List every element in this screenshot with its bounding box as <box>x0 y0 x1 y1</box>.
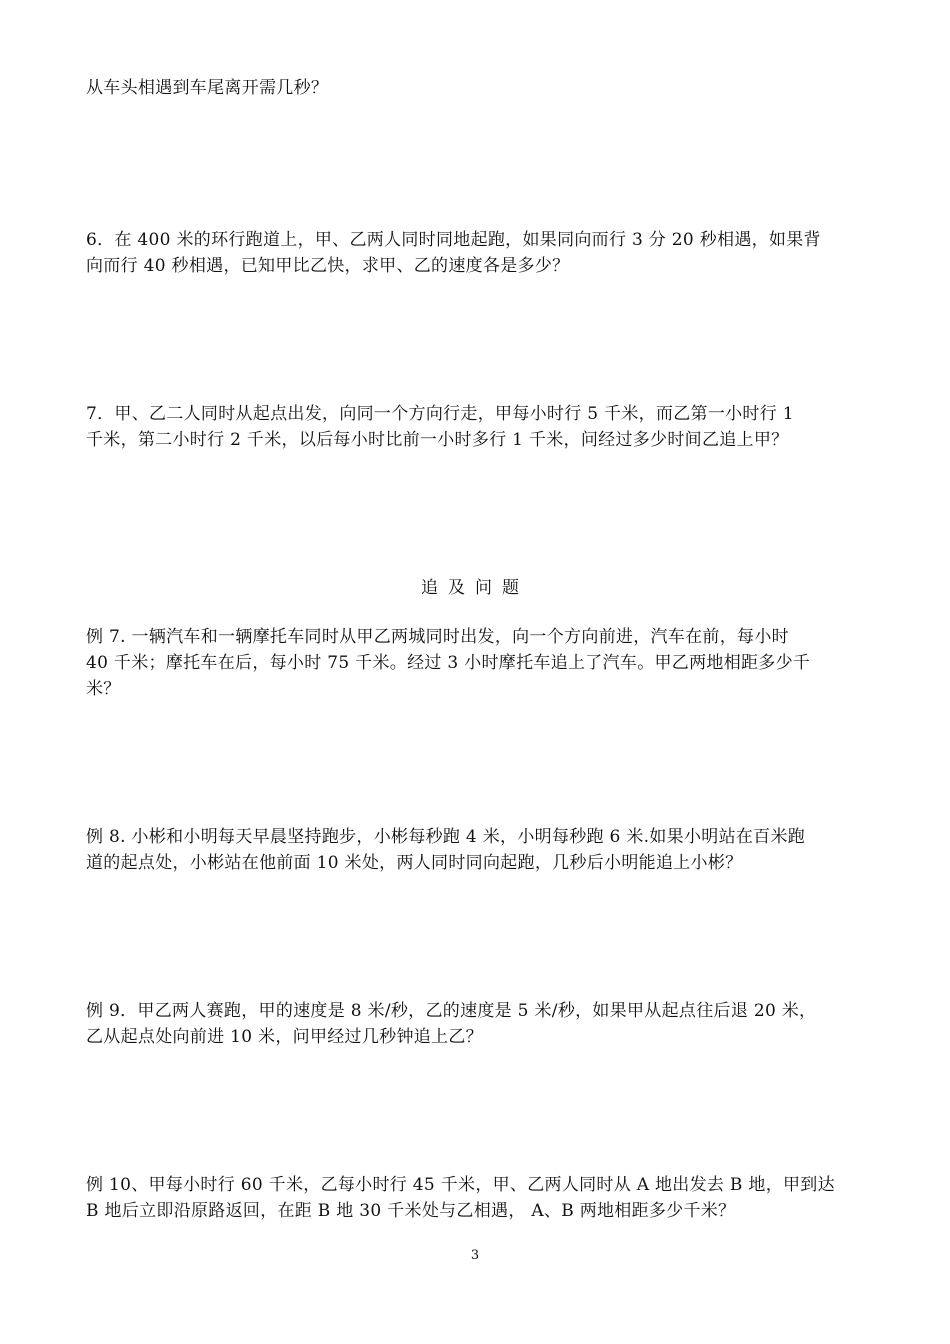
section-title: 追及问题 <box>421 578 529 598</box>
problem-7-line-1: 7．甲、乙二人同时从起点出发，向同一个方向行走，甲每小时行 5 千米，而乙第一小时行 1 <box>86 404 794 424</box>
example-7-line-3: 米？ <box>86 679 121 699</box>
problem-6-line-1: 6．在 400 米的环行跑道上，甲、乙两人同时同地起跑，如果同向而行 3 分 20 秒相遇，如果背 <box>86 230 821 250</box>
example-10-line-2: B 地后立即沿原路返回，在距 B 地 30 千米处与乙相遇， A、B 两地相距多少千米？ <box>86 1201 736 1221</box>
problem-7-line-2: 千米，第二小时行 2 千米，以后每小时比前一小时多行 1 千米，问经过多少时间乙追上甲？ <box>86 430 789 450</box>
page-number: 3 <box>470 1248 480 1263</box>
example-7-line-1: 例 7. 一辆汽车和一辆摩托车同时从甲乙两城同时出发，向一个方向前进，汽车在前，每小时 <box>86 627 789 647</box>
example-10-line-1: 例 10、甲每小时行 60 千米，乙每小时行 45 千米，甲、乙两人同时从 A 地出发去 B 地，甲到达 <box>86 1175 835 1195</box>
problem-6-line-2: 向而行 40 秒相遇，已知甲比乙快，求甲、乙的速度各是多少？ <box>86 256 570 276</box>
example-7-line-2: 40 千米；摩托车在后，每小时 75 千米。经过 3 小时摩托车追上了汽车。甲乙两地相距多少千 <box>86 653 811 673</box>
example-9-line-2: 乙从起点处向前进 10 米，问甲经过几秒钟追上乙？ <box>86 1027 483 1047</box>
text-line: 从车头相遇到车尾离开需几秒？ <box>86 78 329 98</box>
example-8-line-1: 例 8. 小彬和小明每天早晨坚持跑步，小彬每秒跑 4 米，小明每秒跑 6 米.如果小明站在百米跑 <box>86 827 806 847</box>
example-9-line-1: 例 9．甲乙两人赛跑，甲的速度是 8 米/秒，乙的速度是 5 米/秒，如果甲从起点往后退 20 米， <box>86 1001 817 1021</box>
example-8-line-2: 道的起点处，小彬站在他前面 10 米处，两人同时同向起跑，几秒后小明能追上小彬？ <box>86 853 743 873</box>
